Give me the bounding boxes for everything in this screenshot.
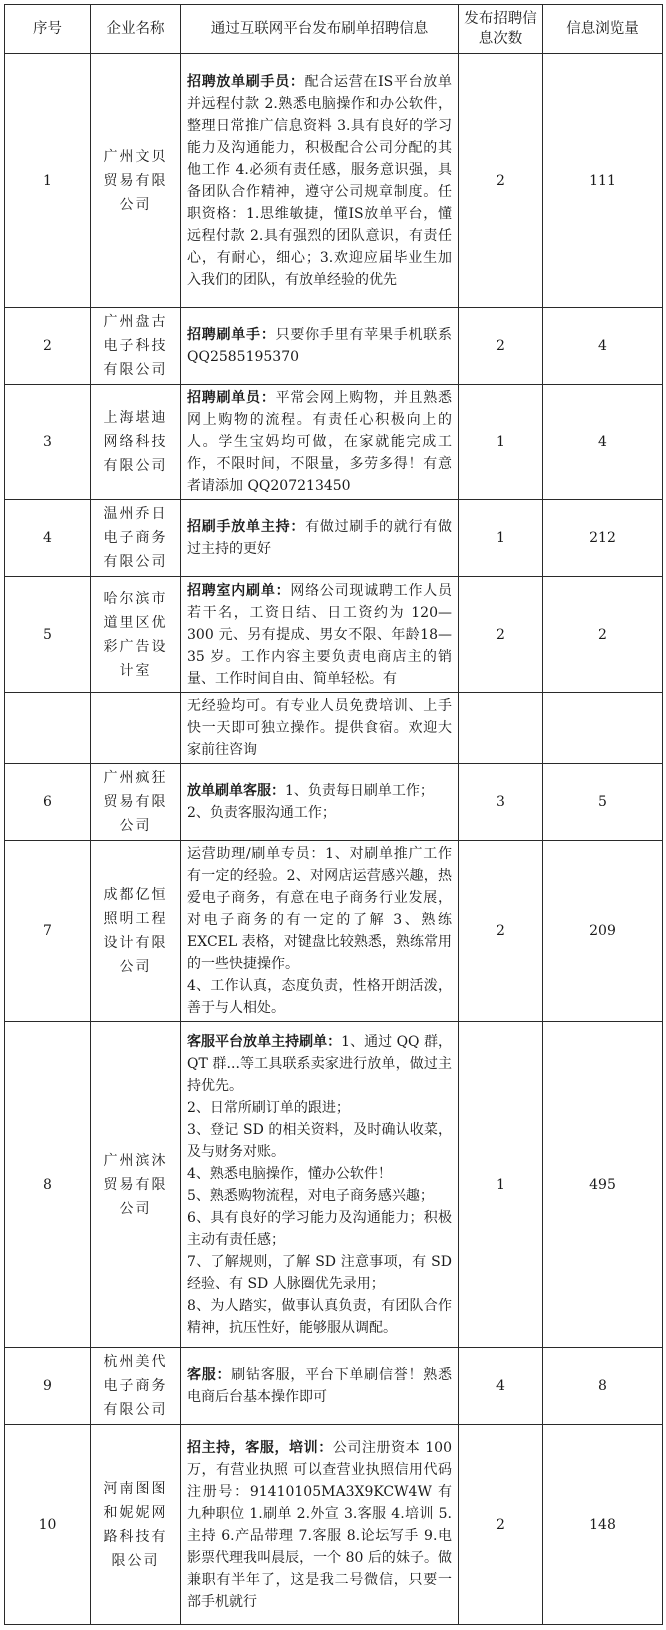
post-count: 1 [459,385,543,500]
table-row [5,500,663,577]
info-text: 1、通过 QQ 群，QT 群...等工具联系卖家进行放单，做过主持优先。 [187,1033,453,1094]
view-count: 4 [543,385,663,500]
view-count: 495 [543,1022,663,1348]
table-row [5,1425,663,1625]
row-num: 8 [5,1022,91,1348]
header-info: 通过互联网平台发布刷单招聘信息 [181,5,459,54]
info-text: 刷钻客服，平台下单刷信誉！熟悉电商后台基本操作即可 [187,1367,453,1405]
info-line: 7、了解规则，了解 SD 注意事项，有 SD 经验、有 SD 人脉圈优先录用； [187,1253,452,1292]
company-name: 河南图图和妮妮网路科技有限公司 [91,1425,181,1625]
info-line: 3、登记 SD 的相关资料，及时确认收菜，及与财务对账。 [187,1121,452,1160]
post-count: 2 [459,841,543,1022]
info-text: 有做过刷手的就行有做过主持的更好 [187,519,453,557]
table-row [5,54,663,308]
info-label: 招聘刷单手： [187,327,276,343]
company-name: 哈尔滨市道里区优彩广告设计室 [91,577,181,693]
row-num: 5 [5,577,91,693]
info-text: 平常会网上购物，并且熟悉网上购物的流程。有责任心积极向上的人。学生宝妈均可做，在家就能完成工作，不限时间，不限量，多劳多得！有意者请添加 QQ207213450 [187,390,453,494]
info-label: 放单刷单客服： [187,783,285,799]
info-label: 客服： [187,1367,232,1383]
post-count: 4 [459,1348,543,1425]
post-count: 2 [459,54,543,308]
info-text: 网络公司现诚聘工作人员若干名，工资日结、日工资约为 120—300 元、另有提成、男女不限、年龄18—35 岁。工作内容主要负责电商店主的销量、工作时间自由、简单轻松。有 [187,582,453,687]
info-text: 运营助理/刷单专员：1、对刷单推广工作有一定的经验。2、对网店运营感兴趣，热爱电子商务，有意在电子商务行业发展，对电子商务的有一定的了解 3、熟练EXCEL 表格，对键盘比较熟悉，熟练常用的一些快捷操作。 [187,846,452,972]
view-count: 212 [543,500,663,577]
post-count: 2 [459,308,543,385]
info-text: 配合运营在IS平台放单并远程付款 2.熟悉电脑操作和办公软件，整理日常推广信息资料 3.具有良好的学习能力及沟通能力，积极配合公司分配的其他工作 4.必须有责任感，服务意识强，具备团队合作精神，遵守公司规章制度。任职资格：1.思维敏捷，懂IS放单平台，懂远程付款 2.具有强烈的团队意识，有责任心，有耐心，细心；3.欢迎应届毕业生加入我们的团队，有放单经验的优先 [187,73,453,288]
recruitment-info [181,1425,459,1625]
header-row [5,5,663,54]
view-count: 5 [543,764,663,841]
row-num: 10 [5,1425,91,1625]
info-label: 招刷手放单主持： [187,519,306,535]
view-count: 148 [543,1425,663,1625]
info-line: 6、具有良好的学习能力及沟通能力；积极主动有责任感； [187,1209,452,1248]
document-page [4,4,663,1625]
recruitment-info-continued: 无经验均可。有专业人员免费培训、上手快一天即可独立操作。提供食宿。欢迎大家前往咨询 [181,693,459,764]
table-row [5,577,663,693]
company-name: 广州盘古电子科技有限公司 [91,308,181,385]
table-row [5,841,663,1022]
info-line: 4、熟悉电脑操作，懂办公软件！ [187,1165,392,1182]
post-count: 2 [459,577,543,693]
post-count: 1 [459,1022,543,1348]
info-line: 4、工作认真，态度负责，性格开朗活泼，善于与人相处。 [187,978,452,1016]
row-num: 3 [5,385,91,500]
info-line: 1、负责每日刷单工作； [285,783,434,799]
recruitment-info [181,385,459,500]
info-label: 招聘放单刷手员： [187,73,305,90]
empty-cell [459,693,543,764]
row-num: 7 [5,841,91,1022]
company-name: 杭州美代电子商务有限公司 [91,1348,181,1425]
recruitment-info [181,577,459,693]
company-name: 广州文贝贸易有限公司 [91,54,181,308]
header-num: 序号 [5,5,91,54]
company-name: 成都亿恒照明工程设计有限公司 [91,841,181,1022]
row-num: 4 [5,500,91,577]
table-row [5,385,663,500]
empty-cell [91,693,181,764]
table-row [5,764,663,841]
view-count: 209 [543,841,663,1022]
recruitment-info [181,1022,459,1348]
view-count: 8 [543,1348,663,1425]
info-label: 招聘刷单员： [187,390,276,406]
table-row [5,1022,663,1348]
recruitment-info [181,841,459,1022]
empty-cell [5,693,91,764]
info-label: 招聘室内刷单： [187,582,291,599]
info-line: 5、熟悉购物流程，对电子商务感兴趣； [187,1187,434,1204]
recruitment-info [181,500,459,577]
table-row [5,1348,663,1425]
view-count: 4 [543,308,663,385]
recruitment-info [181,308,459,385]
post-count: 1 [459,500,543,577]
table-row [5,308,663,385]
info-line: 2、日常所刷订单的跟进； [187,1099,350,1116]
row-num: 6 [5,764,91,841]
company-name: 广州疯狂贸易有限公司 [91,764,181,841]
recruitment-info [181,1348,459,1425]
view-count: 111 [543,54,663,308]
recruitment-info [181,764,459,841]
header-company: 企业名称 [91,5,181,54]
row-num: 2 [5,308,91,385]
recruitment-info [181,54,459,308]
info-line: 8、为人踏实，做事认真负责，有团队合作精神，抗压性好，能够服从调配。 [187,1297,452,1336]
header-views: 信息浏览量 [543,5,663,54]
info-line: 2、负责客服沟通工作； [187,805,336,821]
company-name: 广州滨沐贸易有限公司 [91,1022,181,1348]
info-text: 只要你手里有苹果手机联系 QQ2585195370 [187,327,453,365]
info-label: 客服平台放单主持刷单： [187,1033,342,1050]
empty-cell [543,693,663,764]
company-name: 上海堪迪网络科技有限公司 [91,385,181,500]
row-num: 9 [5,1348,91,1425]
info-label: 招主持，客服，培训： [187,1439,333,1456]
row-num: 1 [5,54,91,308]
view-count: 2 [543,577,663,693]
post-count: 3 [459,764,543,841]
company-name: 温州乔日电子商务有限公司 [91,500,181,577]
info-text: 公司注册资本 100 万，有营业执照 可以查营业执照信用代码注册号：91410105MA3X9KCW4W 有九种职位 1.刷单 2.外宣 3.客服 4.培训 5.主持 6.产品带理 7.客服 8.论坛写手 9.电影票代理我叫晨辰，一个 80 后的妹子。做兼职有半年了，这是我二号微信，只要一部手机就行 [187,1439,452,1610]
table-row-continuation [5,693,663,764]
recruitment-table [4,4,663,1625]
post-count: 2 [459,1425,543,1625]
header-count: 发布招聘信息次数 [459,5,543,54]
